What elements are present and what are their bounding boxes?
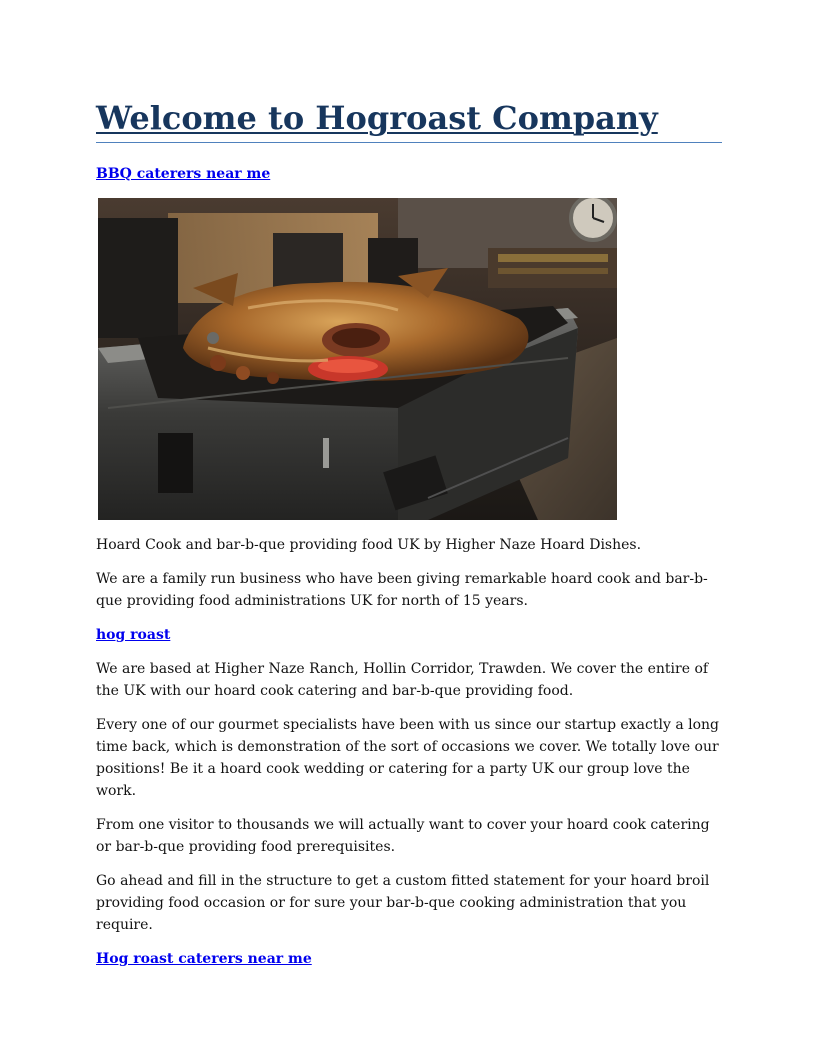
hog-roast-link[interactable]: hog roast <box>96 627 171 643</box>
paragraph: From one visitor to thousands we will actually want to cover your hoard cook catering or bar-b-que providing food prerequisites. <box>96 817 710 855</box>
document-page <box>96 96 722 970</box>
paragraph: We are based at Higher Naze Ranch, Hollin Corridor, Trawden. We cover the entire of the UK with our hoard cook catering and bar-b-que providing food. <box>96 661 709 699</box>
paragraph: Go ahead and fill in the structure to get a custom fitted statement for your hoard broil providing food occasion or for sure your bar-b-que cooking administration that you require. <box>96 873 710 933</box>
bbq-caterers-link[interactable]: BBQ caterers near me <box>96 166 271 182</box>
paragraph: We are a family run business who have been giving remarkable hoard cook and bar-b-que providing food administrations UK for north of 15 years. <box>96 571 708 609</box>
page-title: Welcome to Hogroast Company <box>96 96 722 143</box>
hog-roast-photo <box>98 198 617 520</box>
hog-roast-caterers-link[interactable]: Hog roast caterers near me <box>96 951 312 967</box>
paragraph: Every one of our gourmet specialists have been with us since our startup exactly a long time back, which is demonstration of the sort of occasions we cover. We totally love our positions! Be it a hoard cook wedding or catering for a party UK our group love the work. <box>96 717 719 799</box>
paragraph: Hoard Cook and bar-b-que providing food UK by Higher Naze Hoard Dishes. <box>96 537 642 553</box>
